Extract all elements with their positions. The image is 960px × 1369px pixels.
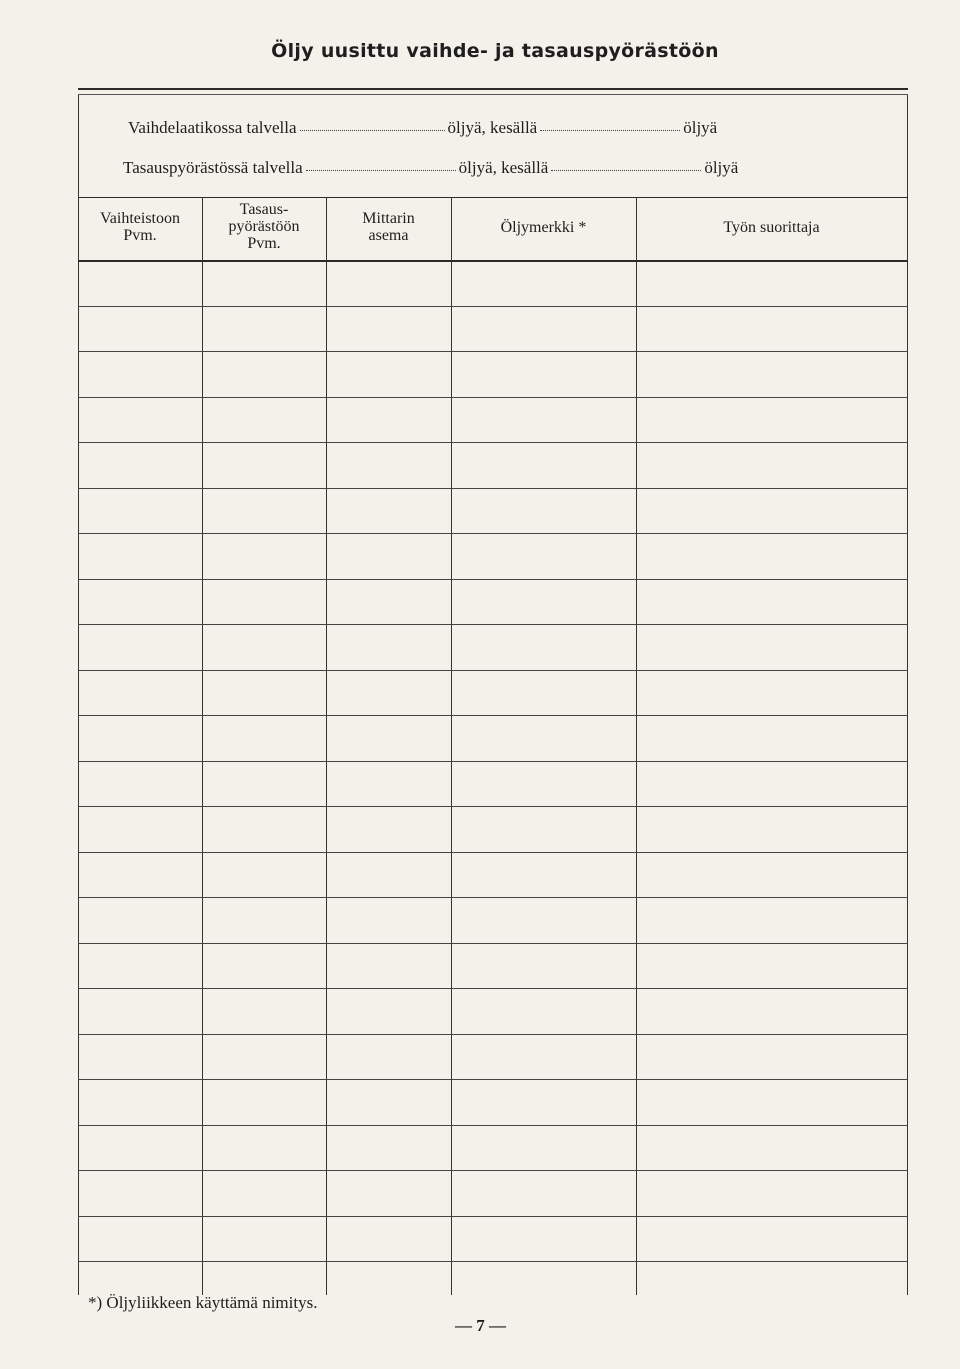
oil-spec-label: Vaihdelaatikossa talvella bbox=[128, 118, 297, 137]
column-header-odometer: Mittarin asema bbox=[362, 210, 415, 244]
table-row-line bbox=[78, 1125, 908, 1126]
column-divider bbox=[326, 197, 327, 1295]
oil-spec-blank[interactable] bbox=[300, 130, 445, 131]
top-rule bbox=[78, 88, 908, 90]
oil-spec-differential bbox=[123, 158, 738, 178]
column-header-performed-by: Työn suorittaja bbox=[723, 219, 820, 236]
page-title: Öljy uusittu vaihde- ja tasauspyörästöön bbox=[271, 40, 719, 62]
page-number: — 7 — bbox=[455, 1316, 506, 1335]
oil-spec-label: Tasauspyörästössä talvella bbox=[123, 158, 303, 177]
table-row-line bbox=[78, 306, 908, 307]
table-row-line bbox=[78, 1034, 908, 1035]
table-row-line bbox=[78, 1170, 908, 1171]
table-left-border bbox=[78, 95, 79, 1295]
table-row-line bbox=[78, 579, 908, 580]
table-row-line bbox=[78, 488, 908, 489]
table-row-line bbox=[78, 351, 908, 352]
table-row-line bbox=[78, 670, 908, 671]
column-divider bbox=[451, 197, 452, 1295]
table-row-line bbox=[78, 852, 908, 853]
oil-spec-end-label: öljyä bbox=[704, 158, 739, 177]
column-divider bbox=[636, 197, 637, 1295]
oil-spec-end-label: öljyä bbox=[683, 118, 718, 137]
column-header-gearbox-date: Vaihteistoon Pvm. bbox=[100, 210, 180, 244]
table-row-line bbox=[78, 533, 908, 534]
table-row-line bbox=[78, 624, 908, 625]
column-header-oil-brand: Öljymerkki * bbox=[500, 219, 587, 236]
footnote: *) Öljyliikkeen käyttämä nimitys. bbox=[88, 1293, 318, 1312]
table-row-line bbox=[78, 761, 908, 762]
table-row-line bbox=[78, 806, 908, 807]
table-row-line bbox=[78, 943, 908, 944]
table-row-line bbox=[78, 397, 908, 398]
column-divider bbox=[202, 197, 203, 1295]
table-row-line bbox=[78, 897, 908, 898]
top-rule-thin bbox=[78, 94, 908, 95]
oil-spec-blank[interactable] bbox=[551, 170, 701, 171]
table-row-line bbox=[78, 1216, 908, 1217]
table-right-border bbox=[907, 95, 908, 1295]
table-row-line bbox=[78, 988, 908, 989]
oil-spec-mid-label: öljyä, kesällä bbox=[458, 158, 549, 177]
oil-spec-blank[interactable] bbox=[306, 170, 456, 171]
table-row-line bbox=[78, 1079, 908, 1080]
oil-spec-mid-label: öljyä, kesällä bbox=[447, 118, 538, 137]
oil-spec-gearbox bbox=[128, 118, 717, 138]
table-row-line bbox=[78, 1261, 908, 1262]
oil-spec-blank[interactable] bbox=[540, 130, 680, 131]
table-row-line bbox=[78, 715, 908, 716]
table-row-line bbox=[78, 442, 908, 443]
column-header-differential-date: Tasaus- pyörästöön Pvm. bbox=[228, 201, 300, 252]
